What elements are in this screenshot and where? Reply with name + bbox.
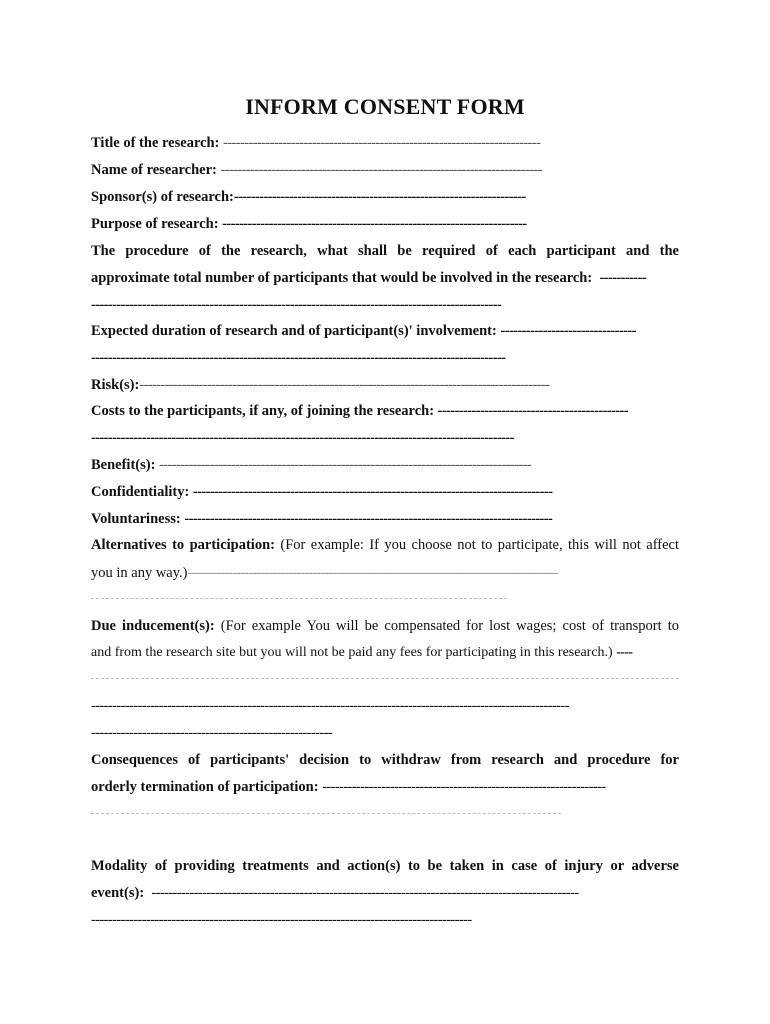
fill-line[interactable]: ----------- [599, 270, 646, 286]
fill-line[interactable]: ---------------------------------------------------------------------------------------------------- [91, 430, 514, 446]
fill-line[interactable]: ------------------------------------------------------------------------------------------ [91, 912, 472, 928]
fill-line[interactable]: ----------------------------------------------------------------------------------------------------------------- [91, 698, 569, 714]
field-voluntariness [91, 510, 552, 528]
fill-line[interactable]: --------------------------------------------------------- [91, 725, 333, 741]
field-costs-line2 [91, 429, 514, 447]
fill-line[interactable]: --------------------------------------------- [437, 403, 628, 419]
fill-line[interactable]: ---- [616, 645, 633, 660]
field-label: Confidentiality: [91, 484, 190, 500]
field-label: Sponsor(s) of research: [91, 189, 234, 205]
form-title: INFORM CONSENT FORM [245, 94, 525, 119]
field-duration [91, 322, 636, 340]
blank-rule[interactable] [91, 813, 561, 814]
field-modality-line2 [91, 884, 579, 902]
fill-line[interactable]: -------------------------------- [500, 323, 636, 339]
blank-rule[interactable] [91, 678, 679, 679]
field-inducement-line1 [91, 617, 679, 635]
fill-line[interactable]: --------------------------------------------------------------------- [233, 189, 526, 205]
field-duration-line2 [91, 349, 505, 367]
field-hint: (For example You will be compensated for lost wages; cost of transport to [220, 618, 679, 634]
field-hint: (For example: If you choose not to participate, this will not affect [280, 537, 680, 553]
field-name-of-researcher [91, 161, 542, 179]
field-inducement-line2 [91, 644, 632, 662]
fill-line[interactable]: --------------------------------------------------------------------------------------- [184, 511, 553, 527]
field-hint: and from the research site but you will not be paid any fees for participating in this research.) [91, 645, 613, 660]
field-procedure-line3 [91, 296, 501, 314]
field-label: orderly termination of participation: [91, 779, 319, 795]
fill-line[interactable]: ------------------------------------------------------------------------------------------------- [91, 297, 502, 313]
field-title-of-research [91, 134, 540, 152]
field-label: Risk(s): [91, 377, 140, 393]
field-modality-line1: Modality of providing treatments and action(s) to be taken in case of injury or adverse [91, 858, 679, 874]
field-inducement-line4 [91, 724, 332, 742]
field-label: Purpose of research: [91, 216, 219, 232]
blank-rule[interactable] [91, 598, 507, 599]
field-alternatives-line1 [91, 536, 679, 554]
fill-line[interactable]: -------------------------------------------------------------------------------------------------- [91, 350, 506, 366]
fill-line[interactable]: ------------------------------------------------------------------------------------------------- [139, 377, 550, 393]
field-label: approximate total number of participants that would be involved in the research: [91, 270, 593, 286]
field-label: Expected duration of research and of participant(s)' involvement: [91, 323, 497, 339]
field-label: Costs to the participants, if any, of joining the research: [91, 403, 435, 419]
fill-line[interactable]: ------------------------------------------------------------------- [322, 779, 606, 795]
field-purpose [91, 215, 527, 233]
field-label: Title of the research: [91, 135, 220, 151]
field-label: Name of researcher: [91, 162, 217, 178]
field-procedure-line2 [91, 269, 646, 287]
field-sponsors [91, 188, 526, 206]
field-consequences-line1: Consequences of participants' decision to withdraw from research and procedure for [91, 752, 679, 768]
fill-line[interactable]: ---------------------------------------------------------------------------- [220, 162, 542, 178]
field-label: event(s): [91, 885, 145, 901]
field-label: Due inducement(s): [91, 618, 215, 634]
field-consequences-line2 [91, 778, 606, 796]
field-costs [91, 402, 628, 420]
field-hint: you in any way.) [91, 565, 188, 581]
field-inducement-line3 [91, 697, 569, 715]
field-modality-line3 [91, 911, 472, 929]
field-label: Voluntariness: [91, 511, 181, 527]
fill-line[interactable]: ------------------------------------------------------------------------------------- [192, 484, 553, 500]
field-procedure-line1: The procedure of the research, what shall be required of each participant and the [91, 243, 679, 259]
field-confidentiality [91, 483, 552, 501]
field-alternatives-line2 [91, 564, 558, 582]
fill-line[interactable]: ------------------------------------------------------------------------ [222, 216, 527, 232]
fill-line[interactable]: ----------------------------------------------------------------------------------------------------- [151, 885, 579, 901]
field-benefits [91, 456, 531, 474]
fill-line[interactable]: ---------------------------------------------------------------------------------------- [159, 457, 532, 473]
field-label: Alternatives to participation: [91, 537, 275, 553]
fill-line[interactable]: -------------------------------------------------------------------------------------------- [187, 565, 559, 581]
field-risks [91, 376, 550, 394]
field-label: Benefit(s): [91, 457, 156, 473]
fill-line[interactable]: --------------------------------------------------------------------------- [223, 135, 541, 151]
